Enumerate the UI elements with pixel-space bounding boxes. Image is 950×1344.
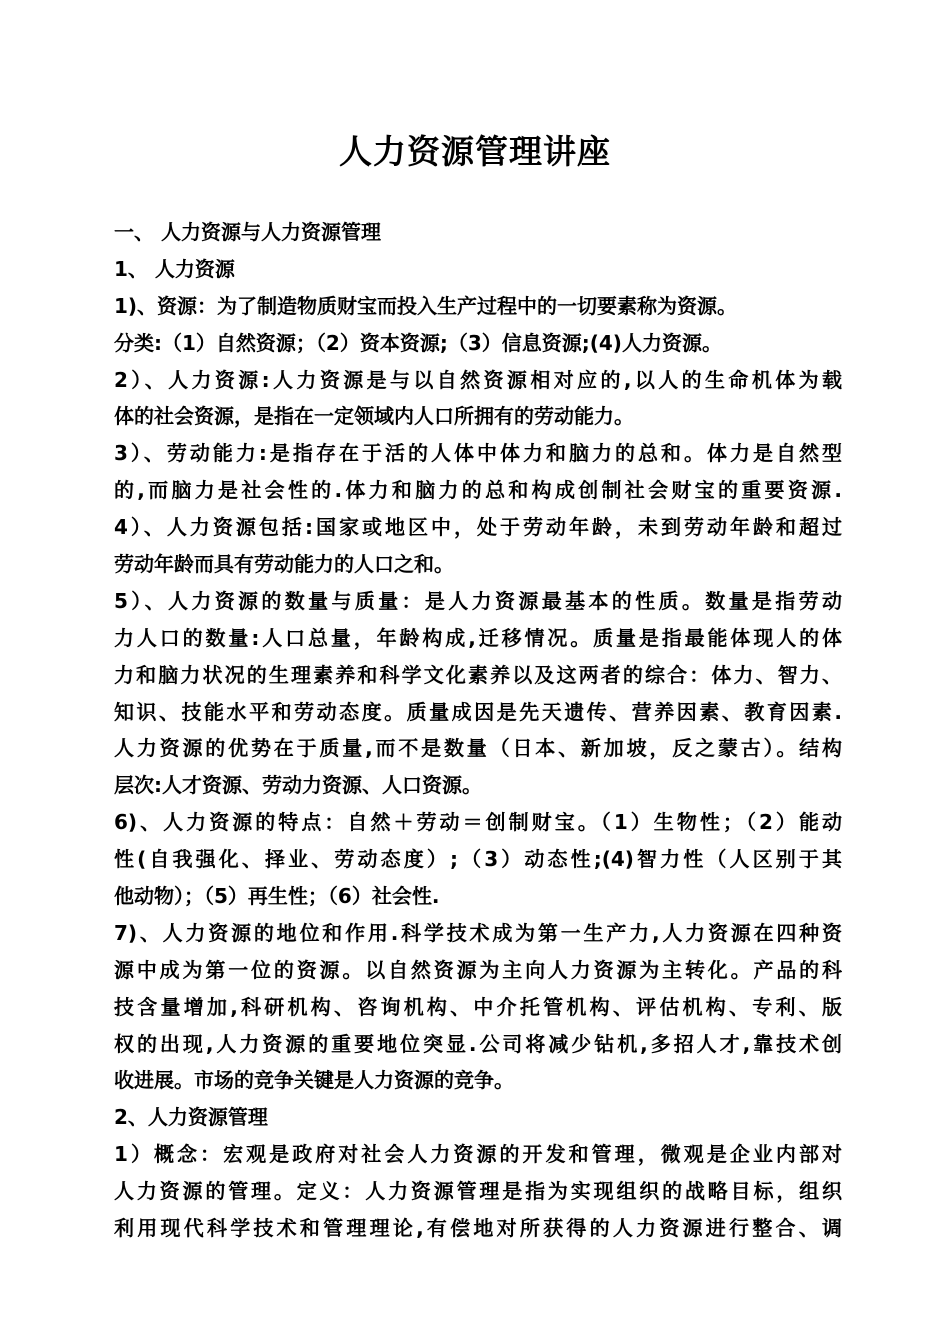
text-line: 2）、人力资源:人力资源是与以自然资源相对应的,以人的生命机体为载 <box>114 367 842 392</box>
text-line: 力人口的数量:人口总量，年龄构成,迁移情况。质量是指最能体现人的体 <box>114 625 842 650</box>
text-line: 的,而脑力是社会性的.体力和脑力的总和构成创制社会财宝的重要资源. <box>114 478 842 503</box>
text-line: 层次:人才资源、劳动力资源、人口资源。 <box>114 773 482 798</box>
text-line: 3）、劳动能力:是指存在于活的人体中体力和脑力的总和。体力是自然型 <box>114 441 842 466</box>
text-line: 他动物）；（5）再生性；（6）社会性. <box>114 884 440 909</box>
text-line: 权的出现,人力资源的重要地位突显.公司将减少钻机,多招人才,靠技术创 <box>114 1031 842 1056</box>
text-line: 分类:（1）自然资源；（2）资本资源;（3）信息资源;(4)人力资源。 <box>114 330 722 355</box>
text-line: 劳动年龄而具有劳动能力的人口之和。 <box>114 552 454 577</box>
text-line: 1、 人力资源 <box>114 256 235 281</box>
text-line: 6)、人力资源的特点：自然＋劳动＝创制财宝。（1）生物性；（2）能动 <box>114 810 842 835</box>
document-title: 人力资源管理讲座 <box>339 132 611 171</box>
text-line: 体的社会资源，是指在一定领域内人口所拥有的劳动能力。 <box>114 404 634 429</box>
text-line: 性(自我强化、择业、劳动态度）;（3）动态性;(4)智力性（人区别于其 <box>114 847 842 872</box>
text-line: 1)、资源：为了制造物质财宝而投入生产过程中的一切要素称为资源。 <box>114 293 738 318</box>
text-line: 技含量增加,科研机构、咨询机构、中介托管机构、评估机构、专利、版 <box>114 994 842 1019</box>
text-line: 1）概念：宏观是政府对社会人力资源的开发和管理，微观是企业内部对 <box>114 1142 842 1167</box>
text-line: 源中成为第一位的资源。以自然资源为主向人力资源为主转化。产品的科 <box>114 957 842 982</box>
text-line: 人力资源的优势在于质量,而不是数量（日本、新加坡，反之蒙古）。结构 <box>114 736 842 761</box>
text-line: 一、 人力资源与人力资源管理 <box>114 220 381 244</box>
text-line: 5）、人力资源的数量与质量：是人力资源最基本的性质。数量是指劳动 <box>114 588 842 613</box>
text-line: 7)、人力资源的地位和作用.科学技术成为第一生产力,人力资源在四种资 <box>114 920 842 945</box>
text-line: 知识、技能水平和劳动态度。质量成因是先天遗传、营养因素、教育因素. <box>114 699 842 724</box>
text-line: 收进展。市场的竞争关键是人力资源的竞争。 <box>114 1068 514 1093</box>
text-line: 利用现代科学技术和管理理论,有偿地对所获得的人力资源进行整合、调 <box>114 1216 842 1241</box>
document-body <box>114 214 842 1247</box>
text-line: 人力资源的管理。定义：人力资源管理是指为实现组织的战略目标，组织 <box>114 1179 842 1204</box>
text-line: 力和脑力状况的生理素养和科学文化素养以及这两者的综合：体力、智力、 <box>114 662 842 687</box>
text-line: 4）、人力资源包括:国家或地区中，处于劳动年龄，未到劳动年龄和超过 <box>114 515 842 540</box>
text-line: 2、人力资源管理 <box>114 1105 268 1130</box>
